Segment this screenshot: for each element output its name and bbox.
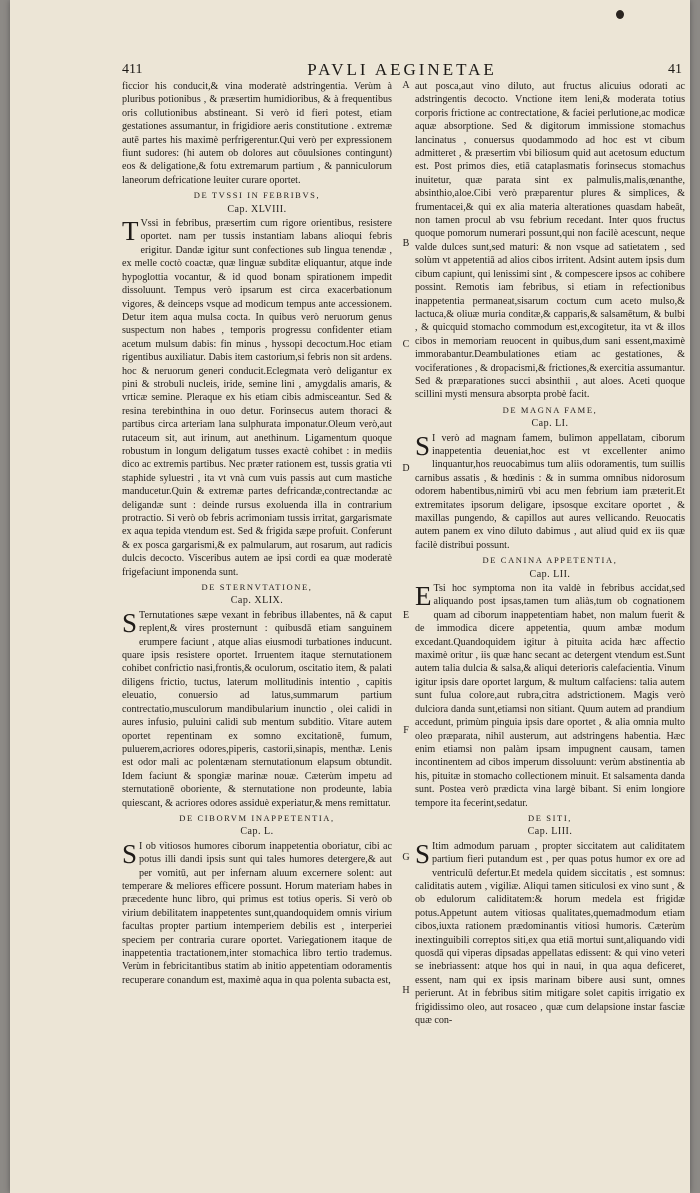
section-title: DE TVSSI IN FEBRIBVS, bbox=[193, 190, 321, 201]
drop-cap: S bbox=[122, 838, 138, 869]
section-title: DE CANINA APPETENTIA, bbox=[482, 555, 618, 566]
paragraph bbox=[122, 609, 392, 810]
drop-cap: S bbox=[122, 607, 138, 638]
folio-left: 411 bbox=[122, 62, 143, 77]
margin-letter: E bbox=[402, 610, 410, 621]
margin-letter: C bbox=[402, 339, 410, 350]
chapter-number: Cap. XLVIII. bbox=[227, 203, 287, 215]
margin-letter: B bbox=[402, 238, 410, 249]
margin-letter: F bbox=[403, 725, 409, 736]
section-title: DE STERNVTATIONE, bbox=[201, 582, 313, 593]
paragraph bbox=[415, 432, 685, 553]
chapter-number: Cap. LIII. bbox=[527, 826, 573, 838]
running-header bbox=[122, 60, 682, 82]
section-title: DE SITI, bbox=[528, 812, 572, 823]
paragraph-text: I ob vitiosos humores ciborum inappetentia oboriatur, cibi ac potus illi dandi ipsis sunt qui tales humores detergere,& aut per vomitū, aut per infernam aluum excernere solent: aut temperare & meliores efficere possunt. Horum materiam habes in præcedente hunc libro, qui primus est totius operis. Si verò ob virium debilitatem inappetentes sunt,quandoquidem omnis virium facultas propter partium intemperiem debilis est , interperiei speciem per contraria curare oportet. Variegationem itaque de inappetentia tractationem,inter stomachica libro tertio trademus. Verùm in febricitantibus statim ab initio appetentiam odoramentis recuperare conandum est, maximè aqua in qua polenta subacta est, bbox=[122, 840, 392, 986]
paragraph: ficcior his conducit,& vina moderatè adstringentia. Verùm à pluribus potionibus , & præsertim humidioribus, & à frequentibus oris collutionibus abstineant. Si verò id fieri potest, etiam gestationes assumantur, in frigidiore aeris constitutione . extremæ autē partes his maximè perfrigerentur.Qui verò per expressionem fiunt sudores: (hi autem ob dolores aut cōuulsiones contingunt) eos & deligatione,& fotu extremarum partium , & panniculorum laneorum defricatione leuiter curare oportet. bbox=[122, 81, 392, 186]
margin-letter: H bbox=[402, 985, 410, 996]
drop-cap: T bbox=[122, 216, 139, 247]
book-page bbox=[10, 0, 690, 1193]
paragraph bbox=[415, 840, 685, 1028]
paragraph-text: Vssi in febribus, præsertim cum rigore orientibus, resistere oportet. nam per tussis instantiam labans alioqui febris erigitur. Dandæ igitur sunt confectiones sub lingua tenendæ , ex melle coctò coactæ, quæ linguæ subditæ eliquantur, atque inde hypoglottia vocantur, & id quod bonam spirationem impedit dissoluunt. Tempus verò ipsarum est circa exacerbationum vigores, & deinceps vsque ad modicum tempus ante accessionem. Detur item aqua mulsa cocta. In quibus verò neruorum genus suspectum non habes , temporis progressu confidenter etiam acetum mulsum dabis: fin minus , hyssopi decoctum.Hoc etiam rigentibus auxiliatur. Dabis item castorium,si febris non sit ardens. hoc & neruorum generi conducit.Eclegmata verò deligantur ex pini & strobuli nucleis, iride, semine lini , amygdalis amaris, & vrticæ semine. Pleraque ex his etiam cibis admisceantur. Sed & resina terebinthina in ouo detur. Forinsecus autem thoraci & partibus circa arteriam lana sulphurata imponatur.Oleum verò,aut rutaceum sit, aut irinum, aut anethinum. Ligamentum quoque robustum in longum deligatum tusses exactè cohibet : in mediis dico ac extremis partibus. Nec præter rationem est, tussis gratia vti staphide syluestri , ita vt vnà cum vuis passis aut cum mastiche manducetur.Quin & extremæ partes defricandæ,contrectandæ ac deligandæ sunt : deinde rursus exoluenda illa in contrarium protractio. Si verò ob febris acrimoniam tussis irritat, gargarismate ex aqua tepida vtendum est. Sed & frigida sæpe profuit. Conferunt & ex posca gargarismi,& ex palmularum, aut rosarum, aut radicis dulcis decocto. Visceribus autem ae ipsi cordi ea quæ moderatè frigefaciunt imponenda sunt. bbox=[122, 218, 392, 578]
chapter-number: Cap. LI. bbox=[531, 418, 569, 430]
right-column bbox=[415, 80, 685, 1130]
paragraph bbox=[415, 582, 685, 810]
paragraph-text: Tsi hoc symptoma non ita valdè in febribus accidat,sed aliquando post ipsas,tamen tum aliàs,tum ob cognationem quam ad ciborum inappetentiam habet, non malum fuerit & de immodica dicere appetentia, quum ambæ modum excedant.Quandoquidem igitur à pituita acida hæc affectio maximè oritur , iis quæ hanc secant ac detergent vtendum est.Sunt autem talia dulcia & salsa,& aliqui deterioris calefacientia. Vinum igitur ipsis dare oportet largum, & multum calfaciens: talia autem sunt fulua colore,aut rubra,citra adstrictionem. Magis verò dulciora danda sunt,etiamsi non sitiant. Quum autem ad prandium accedunt, primùm pinguia ipsis dare oportet , & alia omnia multo oleo præparata, nihil austerum, aut adstringens habentia. Hæc enim etiamsi non palàm ipsam impugnent causam, tamen incontinentem ad cibos imperum dissoluunt: verùm abstinentia ab his, pituitæ in stomacho collectionem minuit. Et salsamenta danda sunt. Postea verò prædicta vina largè bibant. Si enim longiore tempore ita fecerint,sedatur. bbox=[415, 583, 685, 809]
section-title: DE MAGNA FAME, bbox=[502, 404, 598, 415]
paragraph bbox=[122, 840, 392, 987]
drop-cap: E bbox=[415, 581, 432, 612]
paragraph bbox=[122, 217, 392, 579]
folio-right: 41 bbox=[668, 62, 682, 77]
paragraph-text: Itim admodum paruam , propter siccitatem aut caliditatem partium fieri putandum est , per quas potus humor ex ore ad ventriculū defertur.Et medela quidem siccitatis , est somnus: caliditatis autem , vigiliæ. Aliqui tamen siticulosi ex vino sunt , & ob edulorum caliditatem:& horum medela est frigidæ potus.Appetunt autem vitiosas qualitates,quemadmodum etiam cibos,iuxta rationem prædominantis vitiosi humoris. Cæterùm inextinguibili correptos siti,ex qua etiā mortui sunt,aliquando vidi quosdā qui viperas dipsadas appellatas edissent: & qui vino veteri se inebriassent: atque hos qui in naui, in qua aqua deficeret, essent, nam qui ex ipsis marinam bibere ausi sunt, omnes perierunt. At in febribus sitim mitigare solet capitis irrigatio ex frigidissimo oleo, aut rosaceo , quæ cum delapsione instar fasciæ quæ con- bbox=[415, 840, 685, 1027]
paragraph-text: I verò ad magnam famem, bulimon appellatam, ciborum inappetentia deueniat,hoc est vt excellenter animo linquantur,hos reuocabimus tum aliis odoramentis, tum suillis carnibus assatis , & hœdinis : & in summa omnibus nidorosum odorem habentibus,nimirū vbi acu men febrium iam præterit.Et extremitates ipsorum deligare, ipsosque excitare oportet , & maxillas pungendo, & capillos aut aures vellicando. Reuocatis autem panem ex vino diluto dabimus , aut aliud quid ex iis quæ facilè distribui possunt. bbox=[415, 432, 685, 551]
chapter-number: Cap. L. bbox=[240, 826, 274, 838]
left-column bbox=[122, 80, 392, 1130]
chapter-number: Cap. LII. bbox=[529, 568, 571, 580]
drop-cap: S bbox=[415, 838, 431, 869]
chapter-number: Cap. XLIX. bbox=[230, 595, 284, 607]
section-title: DE CIBORVM INAPPETENTIA, bbox=[179, 812, 335, 823]
running-title: PAVLI AEGINETAE bbox=[307, 60, 497, 79]
ink-spot bbox=[616, 10, 624, 19]
margin-letter: G bbox=[402, 852, 410, 863]
margin-letter: D bbox=[402, 463, 410, 474]
drop-cap: S bbox=[415, 430, 431, 461]
paragraph: aut posca,aut vino diluto, aut fructus alicuius odorati ac adstringentis decocto. Vnctione item leni,& moderata totius corporis frictione ac contrectatione, & faciei perlutione,ac modicæ aquæ absorptione. Sed & digitorum immissione stomachus lancinatus , conuersus quodammodo ad hoc est vt cibum admitteret , & præsertim vbi biliosum quid aut acetosum eductum est. Post primos dies, etiā cataplasmatis forinsecus stomachus inuitetur, quæ parata sint ex palmulis,malis,œnanthe, absinthio,aloe.Cibi verò præparentur plures & simplices, & frumentacei,& qui ex alia materia alterationes quasdam habeāt, non tamen procul ab vsu febrium recedant. Inter quos fructus quoque pomorum numerari possunt,qui non facilè acescunt, neque valde dulces sunt,sed maturi: & non vsque ad satietatem , sed solùm vt appetentiā ad alios cibos irritent. Adsint autem ipsis dum cibum capiunt, qui lenissimi sint , & compescere ipsos ac cohibere possint. Remotis iam febribus, si etiam in refectionibus inappetentia permaneat,sisarum coctum cum aceto mulso,& lactuca,& oliuæ muria conditæ,& capparis,& salsamētum, & bulbi , & quicquid stomacho commodum est,excogitetur, ita vt & illos cibos in memoriam reuocent in quibus,dum sani essent,maximè immorabantur.Deambulationes etiam ac gestationes, & vociferationes , & dropacismi,& frictiones,& exercitia assumantur. Sed & præparationes succi absinthii , aut aloes. Aceti quoque scillini mysti mensura absorpta probè facit. bbox=[415, 81, 685, 401]
paragraph-text: Ternutationes sæpe vexant in febribus illabentes, nā & caput replent,& vires prosternunt : quibusdā etiam sanguinem erumpere faciunt , atque alias eiusmodi turbationes inducunt. quare ipsis resistere oportet. Irruentem itaque sternutationem cohibet confrictio nasi,frontis,& oculorum, oscitatio item, & palati diligens frictio, tuctus, laterum mollitudinis intentio , capitis eleuatio, conuersio ad latus,summarum partium contrectatio,musculorum mandibularium inunctio , olei calidi in aures infusio, puluini calidi sub mentum subditio. Vitare autem oportet repentinam ex somno excitationē, fumum, puluerem,acriores odores,piperis, castorii,sinapis, menthæ. Lenis est odor mali ac polentænam sternutationum elapsum obtundit. Idem faciunt & spongiæ marinæ nouæ. Cæterùm impetu ad sternutationē oboriente, & sternutatione non prodeunte, labia quiescant, & acriores odores assiduè experiatur,& mens remittatur. bbox=[122, 609, 392, 809]
margin-letter: A bbox=[402, 80, 410, 91]
